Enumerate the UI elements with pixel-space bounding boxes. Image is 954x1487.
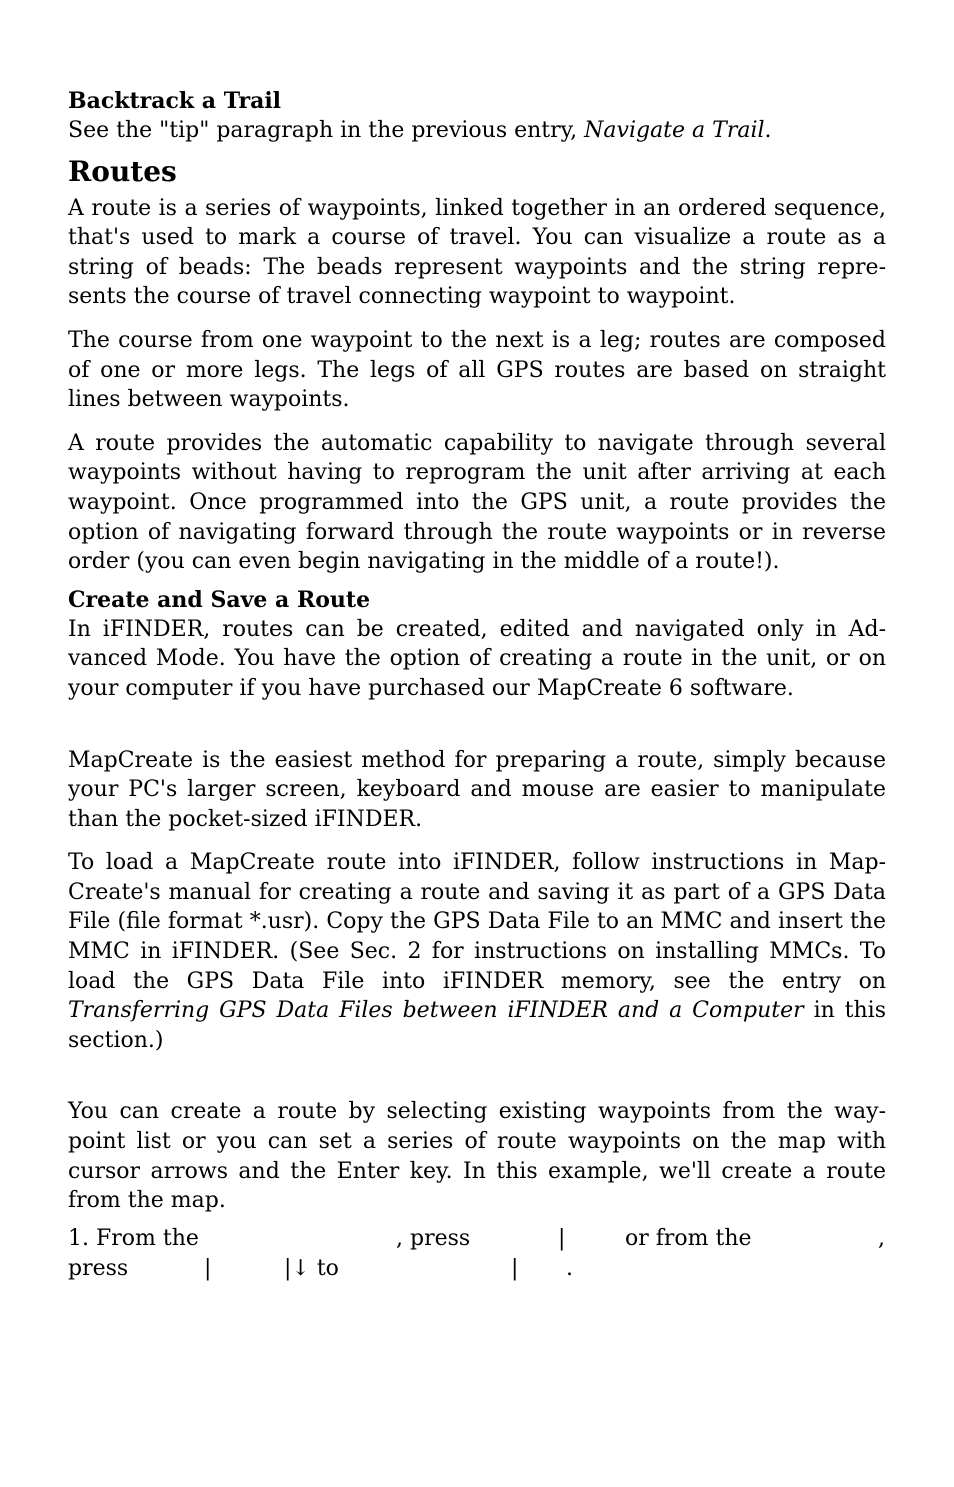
create-paragraph-2: MapCreate is the easiest method for preparing a route, simply because your PC's larger screen, keyboard and mouse are easier to manipulate than the pocket-sized iFINDER. — [68, 747, 886, 832]
backtrack-text-end: . — [764, 118, 772, 143]
step-1-line-2-b: | — [204, 1255, 212, 1281]
routes-paragraph-2: The course from one waypoint to the next is a leg; routes are composed of one or more legs. The legs of all GPS routes are based on straight lines between waypoints. — [68, 327, 886, 413]
step-1-line-1-b: , press — [396, 1225, 471, 1251]
step-1-line-1-d: or from the — [625, 1225, 752, 1251]
routes-paragraph-1: A route is a series of waypoints, linked together in an ordered sequence, that's used to mark a course of travel. You can visualize a route as a string of beads: The beads represent waypoints and the string represents the course of travel connecting waypoint to waypoint. — [68, 195, 886, 310]
step-1-line-1-c: | — [558, 1225, 566, 1251]
create-p3-text-end: in this section.) — [68, 998, 886, 1053]
transfer-reference: Transferring GPS Data Files between iFINDER and a Computer — [68, 998, 804, 1024]
step-1-line-2-c: |↓ to — [284, 1255, 339, 1281]
backtrack-heading: Backtrack a Trail — [68, 88, 282, 114]
manual-page — [68, 86, 886, 1284]
routes-paragraph-3: A route provides the automatic capability to navigate through several waypoints without having to reprogram the unit after arriving at each waypoint. Once programmed into the GPS unit, a route provides the option of navigating forward through the route waypoints or in reverse order (you can even begin navigating in the middle of a route!). — [68, 430, 886, 575]
create-route-heading: Create and Save a Route — [68, 586, 371, 613]
step-1-line-2-a: press — [68, 1255, 129, 1281]
create-paragraph-4: You can create a route by selecting existing waypoints from the waypoint list or you can set a series of route waypoints on the map with cursor arrows and the Enter key. In this example, we'll create a route from the map. — [68, 1099, 886, 1214]
create-paragraph-1: In iFINDER, routes can be created, edited and navigated only in Advanced Mode. You have the option of creating a route in the unit, or on your computer if you have purchased our MapCreate 6 software. — [68, 616, 886, 701]
spacer — [68, 1069, 886, 1097]
create-p3-text: To load a MapCreate route into iFINDER, follow instructions in MapCreate's manual for creating a route and saving it as part of a GPS Data File (file format *.usr). Copy the GPS Data File to an MMC and insert the MMC in iFINDER. (See Sec. 2 for instructions on installing MMCs. To load the GPS Data File into iFINDER memory, see the entry on — [68, 850, 886, 994]
backtrack-text: See the "tip" paragraph in the previous entry, — [68, 118, 585, 143]
step-1-line-1-e: , — [878, 1225, 885, 1251]
backtrack-paragraph — [68, 116, 886, 146]
create-paragraph-3 — [68, 848, 886, 1055]
spacer — [68, 718, 886, 746]
routes-heading: Routes — [68, 154, 177, 188]
step-1-line-2-d: | — [511, 1255, 519, 1281]
step-1-line-1-a: 1. From the — [68, 1225, 199, 1251]
backtrack-reference: Navigate a Trail — [584, 118, 765, 143]
step-1-line-2-e: . — [566, 1255, 573, 1281]
step-1 — [68, 1224, 886, 1284]
